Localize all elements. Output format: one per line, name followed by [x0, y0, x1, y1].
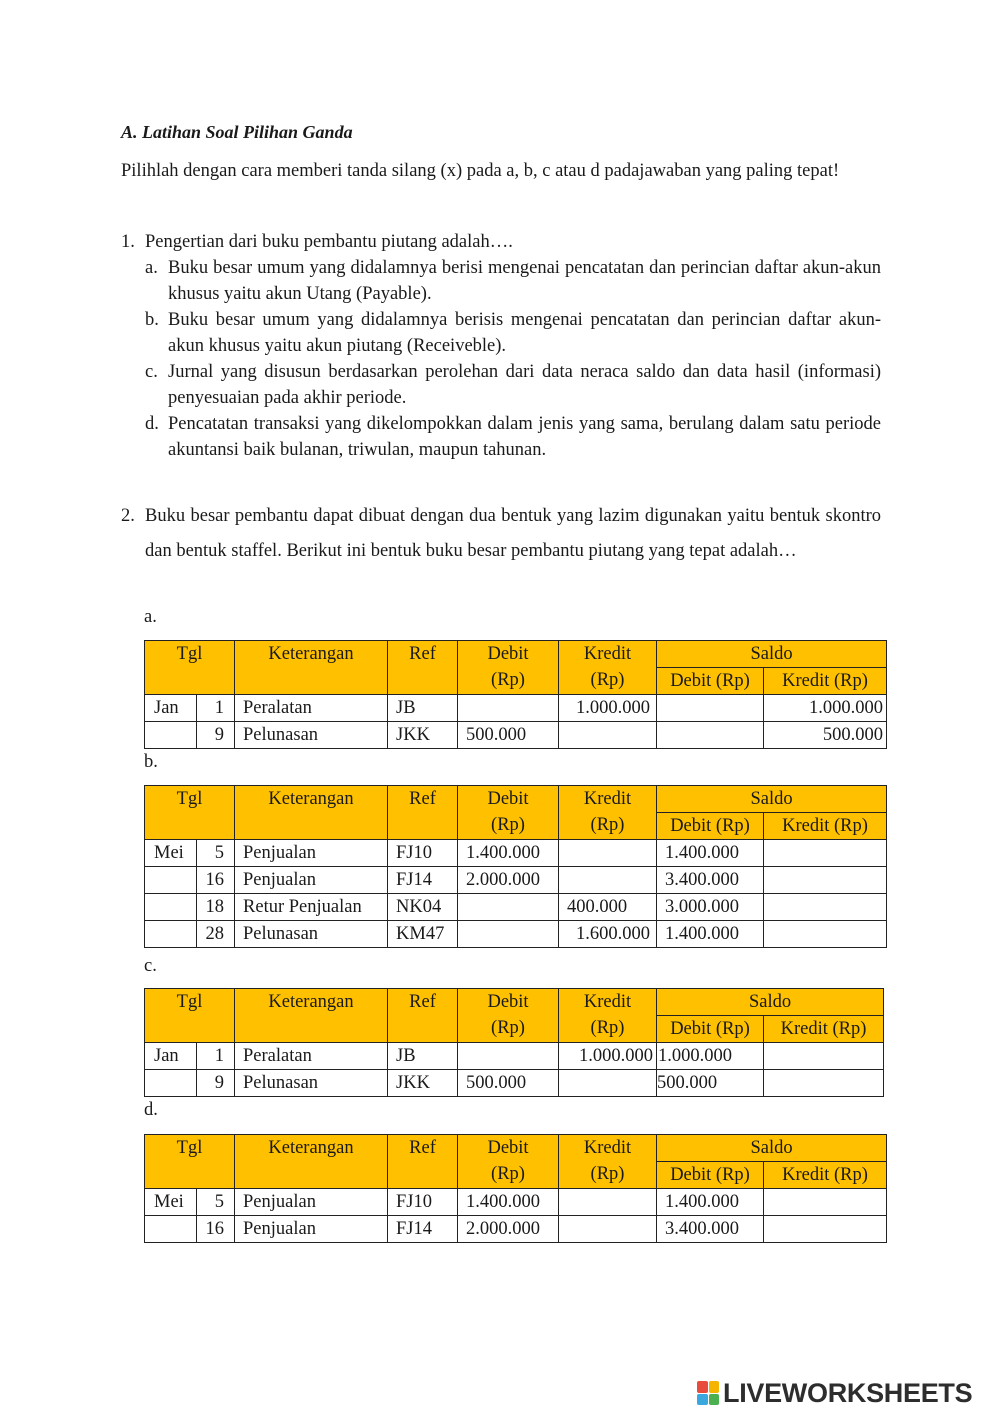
cell-debit [458, 894, 559, 921]
header-saldo: Saldo [657, 989, 884, 1016]
cell-ref: KM47 [388, 921, 458, 948]
cell-bulan [145, 894, 197, 921]
cell-ref: FJ14 [388, 1216, 458, 1243]
header-ref: Ref [388, 641, 458, 695]
header-kredit [559, 641, 657, 695]
header-keterangan: Keterangan [235, 641, 388, 695]
section-title: A. Latihan Soal Pilihan Ganda [121, 122, 353, 142]
table-row [145, 867, 887, 894]
header-kredit-label: Kredit [583, 644, 632, 664]
cell-saldo-debit [657, 695, 764, 722]
header-keterangan: Keterangan [235, 989, 388, 1043]
header-kredit-label: Kredit [583, 1138, 632, 1158]
cell-saldo-kredit [764, 1189, 887, 1216]
cell-kredit [559, 867, 657, 894]
option-b-label[interactable]: b. [144, 752, 158, 772]
cell-tgl: 9 [197, 722, 235, 749]
cell-debit [458, 695, 559, 722]
cell-saldo-debit: 1.000.000 [657, 1043, 764, 1070]
header-saldo-debit: Debit (Rp) [657, 1162, 764, 1189]
cell-ref: JB [388, 695, 458, 722]
header-saldo-debit: Debit (Rp) [657, 813, 764, 840]
cell-kredit: 1.000.000 [559, 1043, 657, 1070]
cell-bulan: Mei [145, 840, 197, 867]
table-row [145, 695, 887, 722]
cell-saldo-debit: 1.400.000 [657, 1189, 764, 1216]
table-row [145, 921, 887, 948]
option-letter: a. [145, 258, 158, 278]
cell-tgl: 5 [197, 1189, 235, 1216]
ledger-table-a [144, 640, 887, 749]
header-saldo-kredit: Kredit (Rp) [764, 668, 887, 695]
cell-saldo-kredit [764, 894, 887, 921]
cell-debit: 500.000 [458, 1070, 559, 1097]
option-d[interactable] [145, 411, 881, 463]
header-debit [458, 989, 559, 1043]
header-tgl: Tgl [145, 989, 235, 1043]
option-c[interactable] [145, 359, 881, 411]
cell-tgl: 18 [197, 894, 235, 921]
cell-saldo-debit: 3.000.000 [657, 894, 764, 921]
header-saldo: Saldo [657, 641, 887, 668]
option-letter: d. [145, 414, 159, 434]
cell-saldo-kredit [764, 1070, 884, 1097]
cell-tgl: 9 [197, 1070, 235, 1097]
option-c-label[interactable]: c. [144, 956, 157, 976]
cell-bulan: Jan [145, 695, 197, 722]
cell-ref: FJ10 [388, 840, 458, 867]
cell-kredit: 400.000 [559, 894, 657, 921]
option-a-label[interactable]: a. [144, 607, 157, 627]
cell-saldo-kredit [764, 1216, 887, 1243]
cell-ref: JB [388, 1043, 458, 1070]
header-kredit [559, 786, 657, 840]
header-saldo: Saldo [657, 1135, 887, 1162]
header-debit-label: Debit [487, 1138, 529, 1158]
logo-mark-icon [697, 1381, 719, 1405]
option-letter: b. [145, 310, 159, 330]
cell-saldo-debit [657, 722, 764, 749]
cell-bulan [145, 1070, 197, 1097]
cell-tgl: 16 [197, 867, 235, 894]
cell-kredit [559, 722, 657, 749]
header-debit-unit: (Rp) [491, 670, 525, 690]
header-tgl: Tgl [145, 641, 235, 695]
cell-ref: FJ10 [388, 1189, 458, 1216]
cell-keterangan: Penjualan [235, 1189, 388, 1216]
header-kredit-unit: (Rp) [590, 670, 625, 690]
header-ref: Ref [388, 1135, 458, 1189]
header-debit-label: Debit [487, 644, 529, 664]
cell-saldo-kredit [764, 1043, 884, 1070]
cell-keterangan: Peralatan [235, 695, 388, 722]
logo-square-red [697, 1381, 708, 1393]
header-tgl: Tgl [145, 786, 235, 840]
ledger-table-c [144, 988, 884, 1097]
cell-keterangan: Retur Penjualan [235, 894, 388, 921]
option-text: Pencatatan transaksi yang dikelompokkan dalam jenis yang sama, berulang dalam satu periode akuntansi baik bulanan, triwulan, maupun tahunan. [168, 414, 881, 460]
liveworksheets-logo [697, 1379, 993, 1407]
cell-ref: FJ14 [388, 867, 458, 894]
cell-ref: JKK [388, 722, 458, 749]
table-row [145, 840, 887, 867]
cell-bulan: Mei [145, 1189, 197, 1216]
cell-debit: 1.400.000 [458, 840, 559, 867]
cell-debit: 2.000.000 [458, 1216, 559, 1243]
table-row [145, 894, 887, 921]
cell-tgl: 1 [197, 1043, 235, 1070]
header-saldo-kredit: Kredit (Rp) [764, 813, 887, 840]
table-row [145, 1216, 887, 1243]
cell-saldo-kredit: 1.000.000 [764, 695, 887, 722]
header-debit-unit: (Rp) [491, 815, 525, 835]
header-tgl: Tgl [145, 1135, 235, 1189]
header-saldo-kredit: Kredit (Rp) [764, 1016, 884, 1043]
cell-tgl: 16 [197, 1216, 235, 1243]
header-kredit [559, 1135, 657, 1189]
cell-debit [458, 1043, 559, 1070]
cell-tgl: 1 [197, 695, 235, 722]
cell-bulan [145, 921, 197, 948]
question-number: 1. [121, 232, 135, 252]
cell-saldo-debit: 500.000 [657, 1070, 764, 1097]
cell-keterangan: Pelunasan [235, 921, 388, 948]
header-debit [458, 786, 559, 840]
cell-kredit [559, 1189, 657, 1216]
cell-debit: 1.400.000 [458, 1189, 559, 1216]
table-row [145, 1043, 884, 1070]
cell-ref: NK04 [388, 894, 458, 921]
table-row [145, 1070, 884, 1097]
header-keterangan: Keterangan [235, 786, 388, 840]
instruction-text: Pilihlah dengan cara memberi tanda silang (x) pada a, b, c atau d padajawaban yang paling tepat! [121, 161, 840, 181]
ledger-table-d [144, 1134, 887, 1243]
header-saldo-debit: Debit (Rp) [657, 668, 764, 695]
cell-kredit [559, 1070, 657, 1097]
cell-saldo-debit: 1.400.000 [657, 840, 764, 867]
cell-keterangan: Peralatan [235, 1043, 388, 1070]
cell-keterangan: Penjualan [235, 867, 388, 894]
cell-debit [458, 921, 559, 948]
cell-bulan [145, 867, 197, 894]
cell-bulan: Jan [145, 1043, 197, 1070]
cell-keterangan: Pelunasan [235, 722, 388, 749]
cell-kredit: 1.600.000 [559, 921, 657, 948]
question-2 [121, 499, 881, 569]
cell-kredit: 1.000.000 [559, 695, 657, 722]
header-debit-unit: (Rp) [491, 1018, 525, 1038]
header-debit-label: Debit [487, 992, 529, 1012]
option-a[interactable] [145, 255, 881, 307]
header-keterangan: Keterangan [235, 1135, 388, 1189]
table-row [145, 722, 887, 749]
cell-saldo-debit: 3.400.000 [657, 1216, 764, 1243]
ledger-table-b [144, 785, 887, 948]
cell-saldo-debit: 3.400.000 [657, 867, 764, 894]
header-kredit-unit: (Rp) [590, 1164, 625, 1184]
option-b[interactable] [145, 307, 881, 359]
cell-tgl: 28 [197, 921, 235, 948]
option-d-label[interactable]: d. [144, 1100, 158, 1120]
option-text: Buku besar umum yang didalamnya berisi mengenai pencatatan dan perincian daftar akun-akun khusus yaitu akun Utang (Payable). [168, 258, 881, 304]
cell-debit: 2.000.000 [458, 867, 559, 894]
header-saldo: Saldo [657, 786, 887, 813]
question-number: 2. [121, 506, 135, 526]
cell-keterangan: Penjualan [235, 1216, 388, 1243]
question-1 [121, 229, 881, 463]
cell-tgl: 5 [197, 840, 235, 867]
table-row [145, 1189, 887, 1216]
question-text: Pengertian dari buku pembantu piutang adalah…. [145, 232, 513, 252]
header-saldo-kredit: Kredit (Rp) [764, 1162, 887, 1189]
header-debit [458, 1135, 559, 1189]
option-letter: c. [145, 362, 158, 382]
cell-keterangan: Pelunasan [235, 1070, 388, 1097]
question-text: Buku besar pembantu dapat dibuat dengan dua bentuk yang lazim digunakan yaitu bentuk skontro dan bentuk staffel. Berikut ini bentuk buku besar pembantu piutang yang tepat adalah… [145, 506, 881, 561]
header-kredit-unit: (Rp) [590, 815, 625, 835]
header-kredit-label: Kredit [583, 992, 632, 1012]
header-saldo-debit: Debit (Rp) [657, 1016, 764, 1043]
logo-square-blue [697, 1394, 708, 1406]
header-debit [458, 641, 559, 695]
cell-saldo-kredit [764, 840, 887, 867]
cell-kredit [559, 840, 657, 867]
cell-keterangan: Penjualan [235, 840, 388, 867]
header-kredit-unit: (Rp) [590, 1018, 625, 1038]
cell-saldo-debit: 1.400.000 [657, 921, 764, 948]
option-text: Jurnal yang disusun berdasarkan perolehan dari data neraca saldo dan data hasil (informasi) penyesuaian pada akhir periode. [168, 362, 881, 408]
logo-text: LIVEWORKSHEETS [723, 1377, 973, 1408]
option-text: Buku besar umum yang didalamnya berisis mengenai pencatatan dan perincian daftar akun-akun khusus yaitu akun piutang (Receiveble). [168, 310, 881, 356]
answer-options [121, 255, 881, 463]
header-debit-unit: (Rp) [491, 1164, 525, 1184]
header-ref: Ref [388, 786, 458, 840]
header-kredit [559, 989, 657, 1043]
header-debit-label: Debit [487, 789, 529, 809]
cell-saldo-kredit [764, 921, 887, 948]
cell-kredit [559, 1216, 657, 1243]
cell-ref: JKK [388, 1070, 458, 1097]
logo-square-yellow [709, 1381, 720, 1393]
header-kredit-label: Kredit [583, 789, 632, 809]
cell-saldo-kredit: 500.000 [764, 722, 887, 749]
header-ref: Ref [388, 989, 458, 1043]
cell-debit: 500.000 [458, 722, 559, 749]
cell-bulan [145, 1216, 197, 1243]
cell-saldo-kredit [764, 867, 887, 894]
logo-square-green [709, 1394, 720, 1406]
cell-bulan [145, 722, 197, 749]
